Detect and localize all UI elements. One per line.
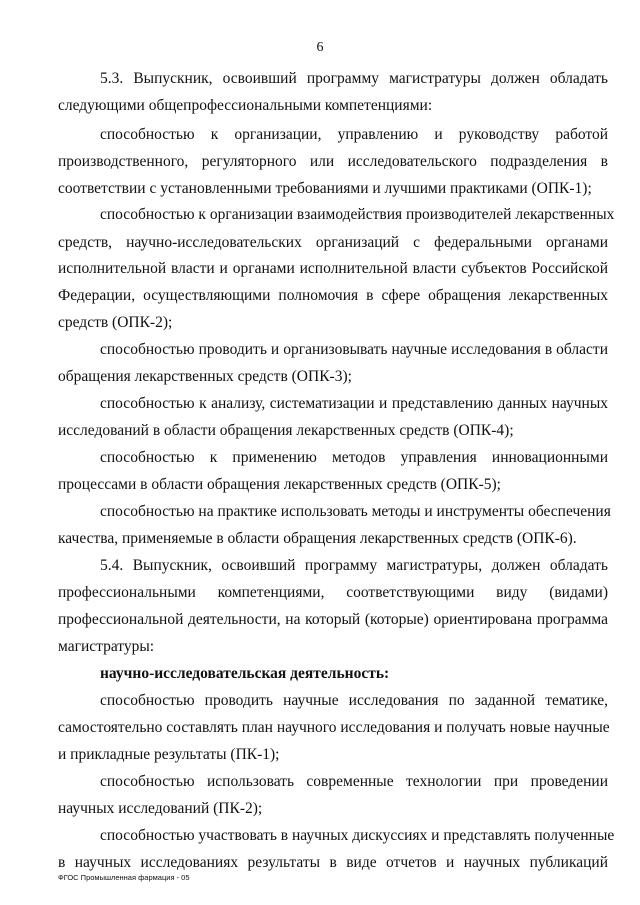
text-line: способностью проводить и организовывать научные исследования в области — [100, 341, 608, 358]
text-line: способностью на практике использовать методы и инструменты обеспечения — [100, 503, 611, 520]
text-line: способностью использовать современные технологии при проведении — [100, 773, 608, 790]
text-line: способностью к организации, управлению и руководству работой — [100, 126, 608, 143]
section-heading: научно-исследовательская деятельность: — [100, 665, 390, 682]
text-line: исследований в области обращения лекарственных средств (ОПК-4); — [58, 422, 514, 439]
text-line: соответствии с установленными требованиями и лучшими практиками (ОПК-1); — [58, 180, 592, 197]
text-line: следующими общепрофессиональными компетенциями: — [58, 97, 433, 114]
document-footer: ФГОС Промышленная фармация - 05 — [58, 873, 190, 882]
text-line: и прикладные результаты (ПК-1); — [58, 746, 280, 763]
text-line: профессиональной деятельности, на который (которые) ориентирована программа — [58, 611, 608, 628]
text-line: научных исследований (ПК-2); — [58, 800, 263, 817]
text-line: средств, научно-исследовательских организаций с федеральными органами — [58, 234, 608, 251]
text-line: самостоятельно составлять план научного исследования и получать новые научные — [58, 719, 610, 736]
text-line: магистратуры: — [58, 638, 155, 655]
text-line: в научных исследованиях результаты в виде отчетов и научных публикаций — [58, 854, 608, 871]
text-line: способностью к организации взаимодействия производителей лекарственных — [100, 206, 615, 223]
text-line: производственного, регуляторного или исследовательского подразделения в — [58, 153, 608, 170]
text-line: способностью к анализу, систематизации и представлению данных научных — [100, 395, 608, 412]
text-line: профессиональными компетенциями, соответствующими виду (видами) — [58, 584, 608, 601]
page-number: 6 — [316, 40, 324, 55]
text-line: исполнительной власти и органами исполнительной власти субъектов Российской — [58, 260, 608, 277]
text-line: качества, применяемые в области обращения лекарственных средств (ОПК-6). — [58, 530, 577, 547]
text-line: способностью проводить научные исследования по заданной тематике, — [100, 692, 608, 709]
text-line: 5.4. Выпускник, освоивший программу магистратуры, должен обладать — [100, 557, 608, 574]
text-line: средств (ОПК-2); — [58, 314, 173, 331]
text-line: 5.3. Выпускник, освоивший программу магистратуры должен обладать — [100, 70, 608, 87]
text-line: процессами в области обращения лекарственных средств (ОПК-5); — [58, 476, 501, 493]
text-line: обращения лекарственных средств (ОПК-3); — [58, 368, 352, 385]
text-line: Федерации, осуществляющими полномочия в сфере обращения лекарственных — [58, 287, 608, 304]
text-line: способностью участвовать в научных дискуссиях и представлять полученные — [100, 827, 615, 844]
text-line: способностью к применению методов управления инновационными — [100, 449, 608, 466]
